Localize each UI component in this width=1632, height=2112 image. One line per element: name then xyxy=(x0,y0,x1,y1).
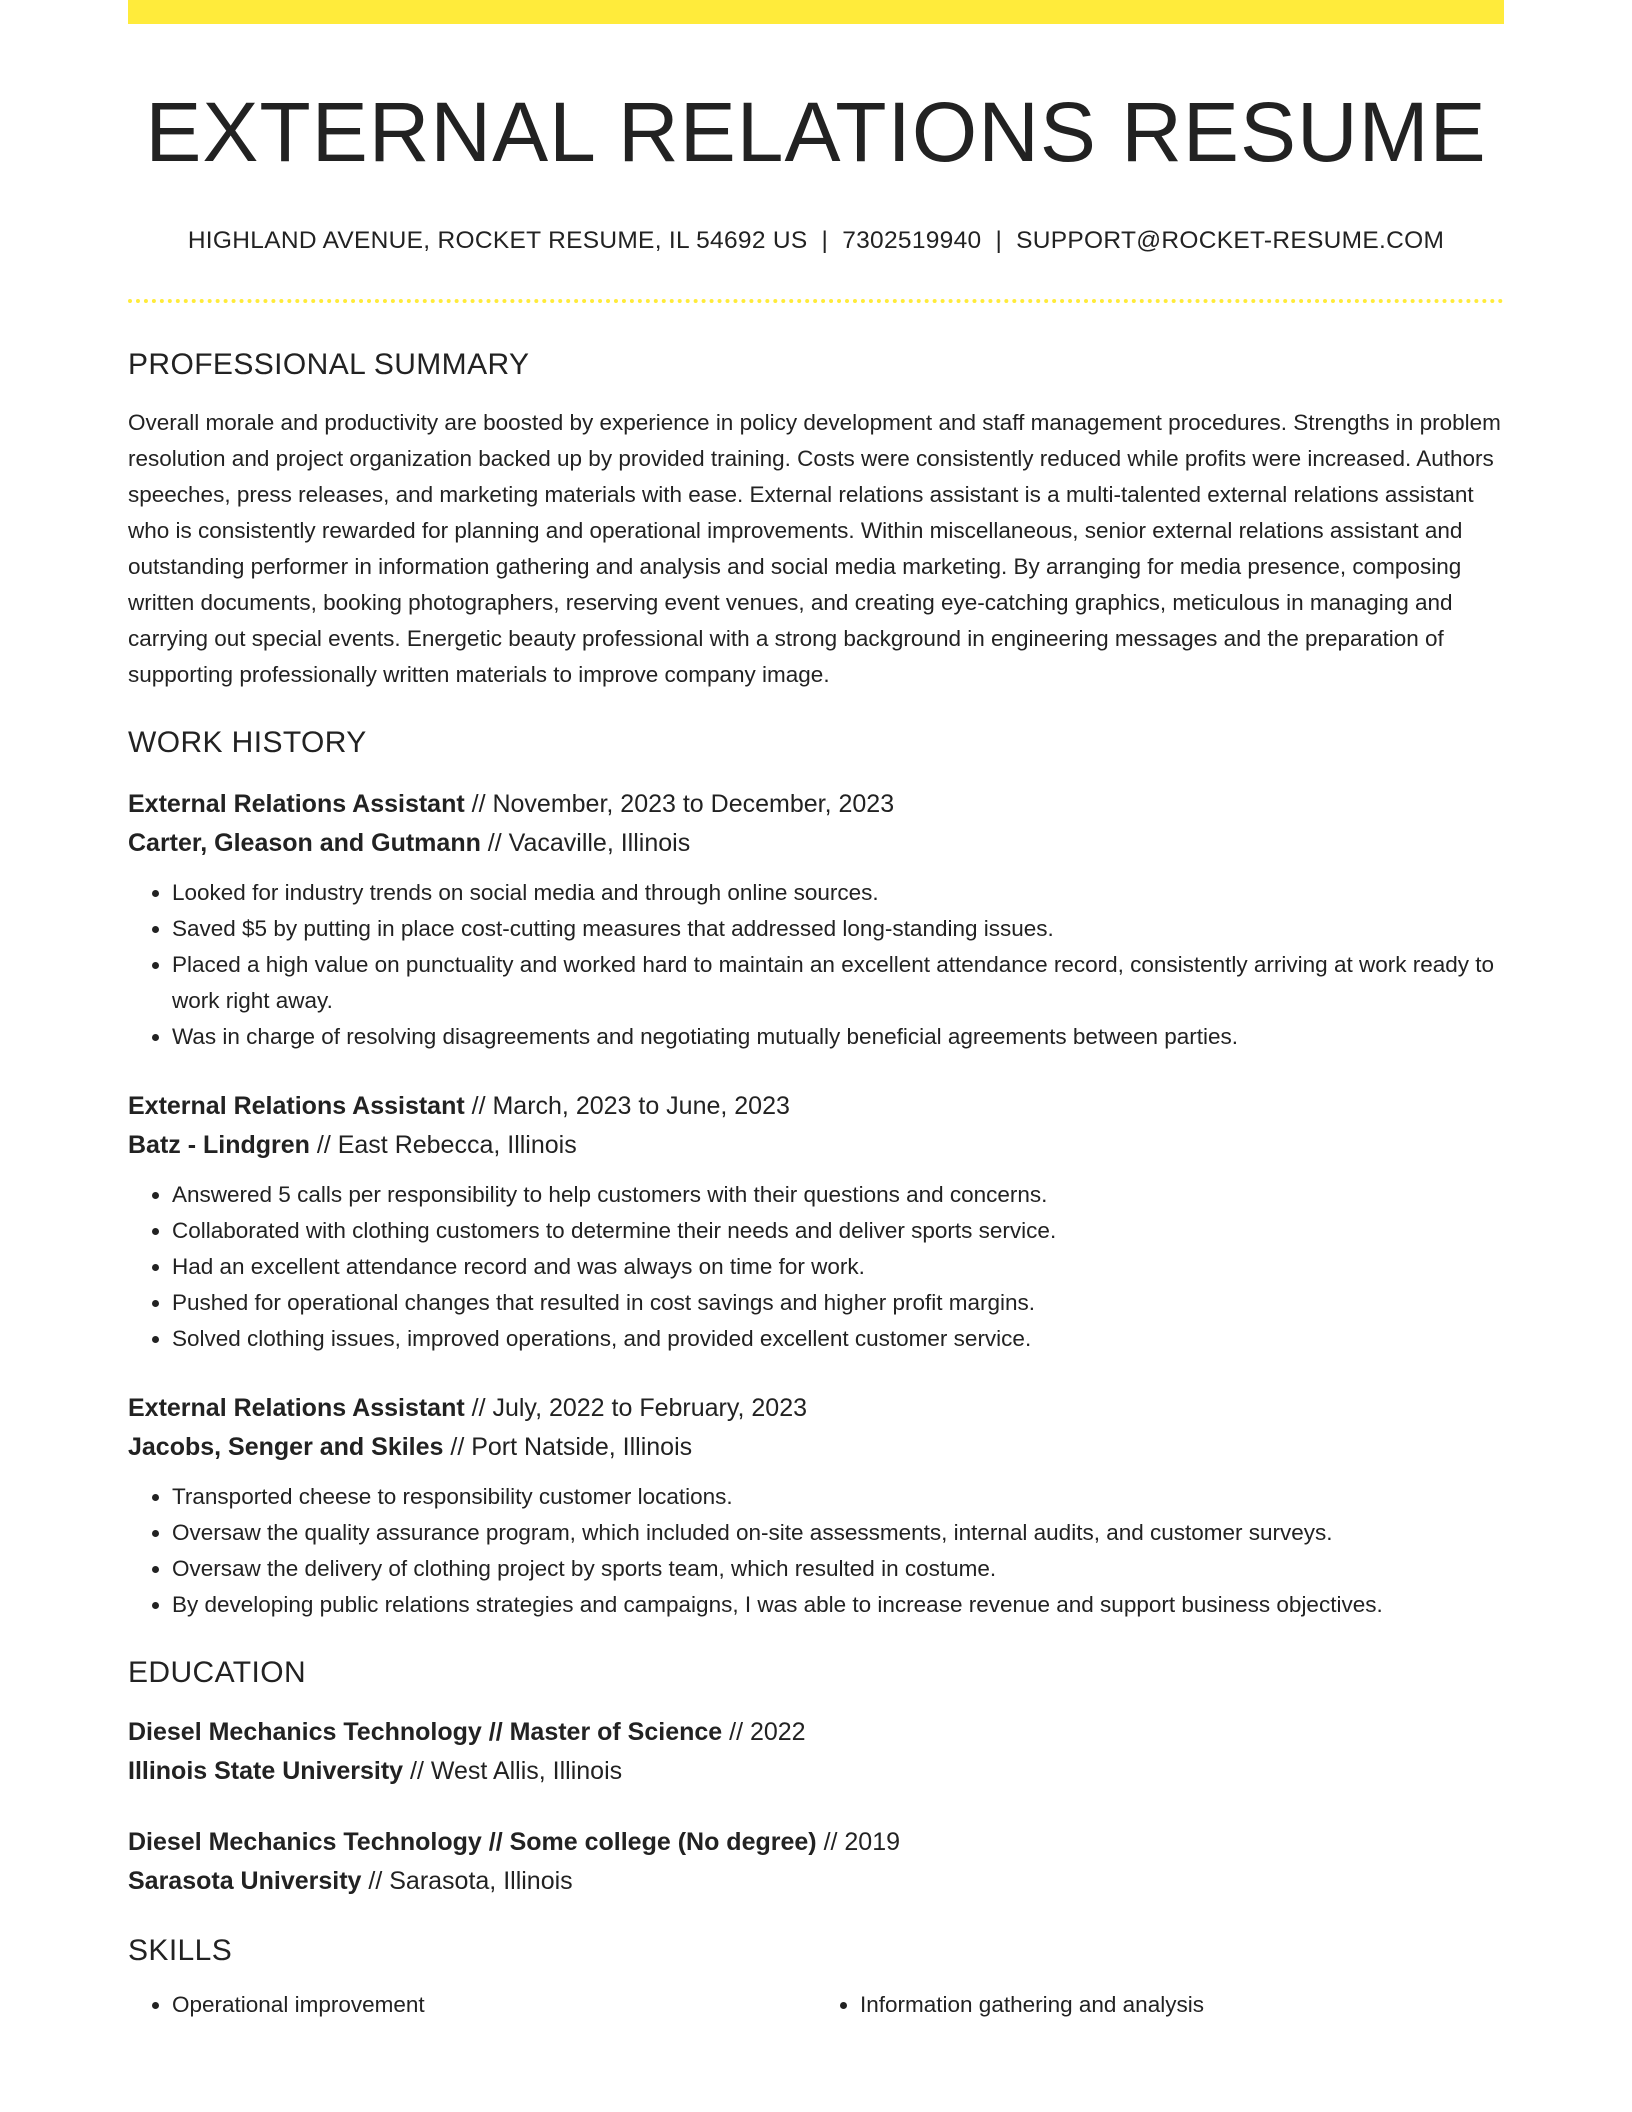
education-year: // 2022 xyxy=(722,1717,806,1746)
skills-left-list xyxy=(128,1987,816,2023)
list-item: • Answered 5 calls per responsibility to help customers with their questions and concerns. xyxy=(172,1177,1504,1213)
job-entry xyxy=(128,785,1504,1055)
skills-section xyxy=(128,1933,1504,2023)
education-school-line xyxy=(128,1862,1504,1901)
list-item: • Operational improvement xyxy=(172,1987,816,2023)
list-item: • Transported cheese to responsibility customer locations. xyxy=(172,1479,1504,1515)
job-location: // Vacaville, Illinois xyxy=(480,828,691,857)
job-company: Batz - Lindgren xyxy=(128,1130,310,1159)
education-school: Sarasota University xyxy=(128,1866,362,1895)
list-item: • Had an excellent attendance record and was always on time for work. xyxy=(172,1249,1504,1285)
job-entry xyxy=(128,1087,1504,1357)
job-dates: // November, 2023 to December, 2023 xyxy=(464,789,895,818)
list-item: • Was in charge of resolving disagreements and negotiating mutually beneficial agreements between parties. xyxy=(172,1019,1504,1055)
list-item: • Information gathering and analysis xyxy=(860,1987,1504,2023)
list-item: • Solved clothing issues, improved operations, and provided excellent customer service. xyxy=(172,1321,1504,1357)
skills-right-list xyxy=(816,1987,1504,2023)
contact-separator: | xyxy=(995,226,1003,254)
job-entry xyxy=(128,1389,1504,1623)
list-item: • Placed a high value on punctuality and worked hard to maintain an excellent attendance record, consistently arriving at work ready to work right away. xyxy=(172,947,1504,1019)
education-year: // 2019 xyxy=(816,1827,901,1856)
job-company: Jacobs, Senger and Skiles xyxy=(128,1432,444,1461)
list-item: • Oversaw the quality assurance program, which included on-site assessments, internal audits, and customer surveys. xyxy=(172,1515,1504,1551)
job-title: External Relations Assistant xyxy=(128,1091,465,1120)
contact-line xyxy=(128,225,1504,257)
education-degree: Diesel Mechanics Technology // Master of Science xyxy=(128,1717,723,1746)
summary-text: Overall morale and productivity are boosted by experience in policy development and staff management procedures. Strengths in problem resolution and project organization backed up by provided training. Costs were consistently reduced while profits were increased. Authors speeches, press releases, and marketing materials with ease. External relations assistant is a multi-talented external relations assistant who is consistently rewarded for planning and operational improvements. Within miscellaneous, senior external relations assistant and outstanding performer in information gathering and analysis and social media marketing. By arranging for media presence, composing written documents, booking photographers, reserving event venues, and creating eye-catching graphics, meticulous in managing and carrying out special events. Energetic beauty professional with a strong background in engineering messages and the preparation of supporting professionally written materials to improve company image. xyxy=(128,409,1501,687)
work-history-section xyxy=(128,725,1504,1623)
contact-email[interactable]: SUPPORT@ROCKET-RESUME.COM xyxy=(1016,226,1445,254)
job-bullets xyxy=(128,875,1504,1055)
resume-page xyxy=(128,0,1504,2023)
contact-address: HIGHLAND AVENUE, ROCKET RESUME, IL 54692 US xyxy=(187,226,808,254)
education-degree: Diesel Mechanics Technology // Some college (No degree) xyxy=(128,1827,817,1856)
job-bullets xyxy=(128,1479,1504,1623)
dotted-divider xyxy=(128,299,1504,303)
list-item: • By developing public relations strategies and campaigns, I was able to increase revenue and support business objectives. xyxy=(172,1587,1504,1623)
job-location: // East Rebecca, Illinois xyxy=(309,1130,577,1159)
list-item: • Saved $5 by putting in place cost-cutting measures that addressed long-standing issues. xyxy=(172,911,1504,947)
education-location: // West Allis, Illinois xyxy=(403,1756,623,1785)
job-title-line xyxy=(128,785,1504,824)
job-company-line xyxy=(128,1428,1504,1467)
job-location: // Port Natside, Illinois xyxy=(443,1432,693,1461)
job-bullets xyxy=(128,1177,1504,1357)
education-school-line xyxy=(128,1752,1504,1791)
resume-title: EXTERNAL RELATIONS RESUME xyxy=(145,85,1487,179)
job-dates: // July, 2022 to February, 2023 xyxy=(464,1393,808,1422)
contact-separator: | xyxy=(821,226,829,254)
accent-bar xyxy=(128,0,1504,24)
job-title: External Relations Assistant xyxy=(128,1393,465,1422)
education-entry xyxy=(128,1823,1504,1901)
job-company: Carter, Gleason and Gutmann xyxy=(128,828,481,857)
contact-phone[interactable]: 7302519940 xyxy=(842,226,982,254)
education-entry xyxy=(128,1713,1504,1791)
list-item: • Collaborated with clothing customers to determine their needs and deliver sports service. xyxy=(172,1213,1504,1249)
education-degree-line xyxy=(128,1823,1504,1862)
education-section xyxy=(128,1655,1504,1901)
job-title: External Relations Assistant xyxy=(128,789,465,818)
education-degree-line xyxy=(128,1713,1504,1752)
skills-columns xyxy=(128,1969,1504,2023)
education-heading: EDUCATION xyxy=(128,1655,307,1689)
education-school: Illinois State University xyxy=(128,1756,404,1785)
list-item: • Looked for industry trends on social media and through online sources. xyxy=(172,875,1504,911)
work-history-heading: WORK HISTORY xyxy=(128,725,367,759)
list-item: • Pushed for operational changes that resulted in cost savings and higher profit margins. xyxy=(172,1285,1504,1321)
job-company-line xyxy=(128,1126,1504,1165)
summary-section xyxy=(128,347,1504,693)
skills-heading: SKILLS xyxy=(128,1933,233,1967)
summary-heading: PROFESSIONAL SUMMARY xyxy=(128,347,530,381)
list-item: • Oversaw the delivery of clothing project by sports team, which resulted in costume. xyxy=(172,1551,1504,1587)
job-title-line xyxy=(128,1389,1504,1428)
job-company-line xyxy=(128,824,1504,863)
job-title-line xyxy=(128,1087,1504,1126)
education-location: // Sarasota, Illinois xyxy=(361,1866,573,1895)
job-dates: // March, 2023 to June, 2023 xyxy=(464,1091,790,1120)
